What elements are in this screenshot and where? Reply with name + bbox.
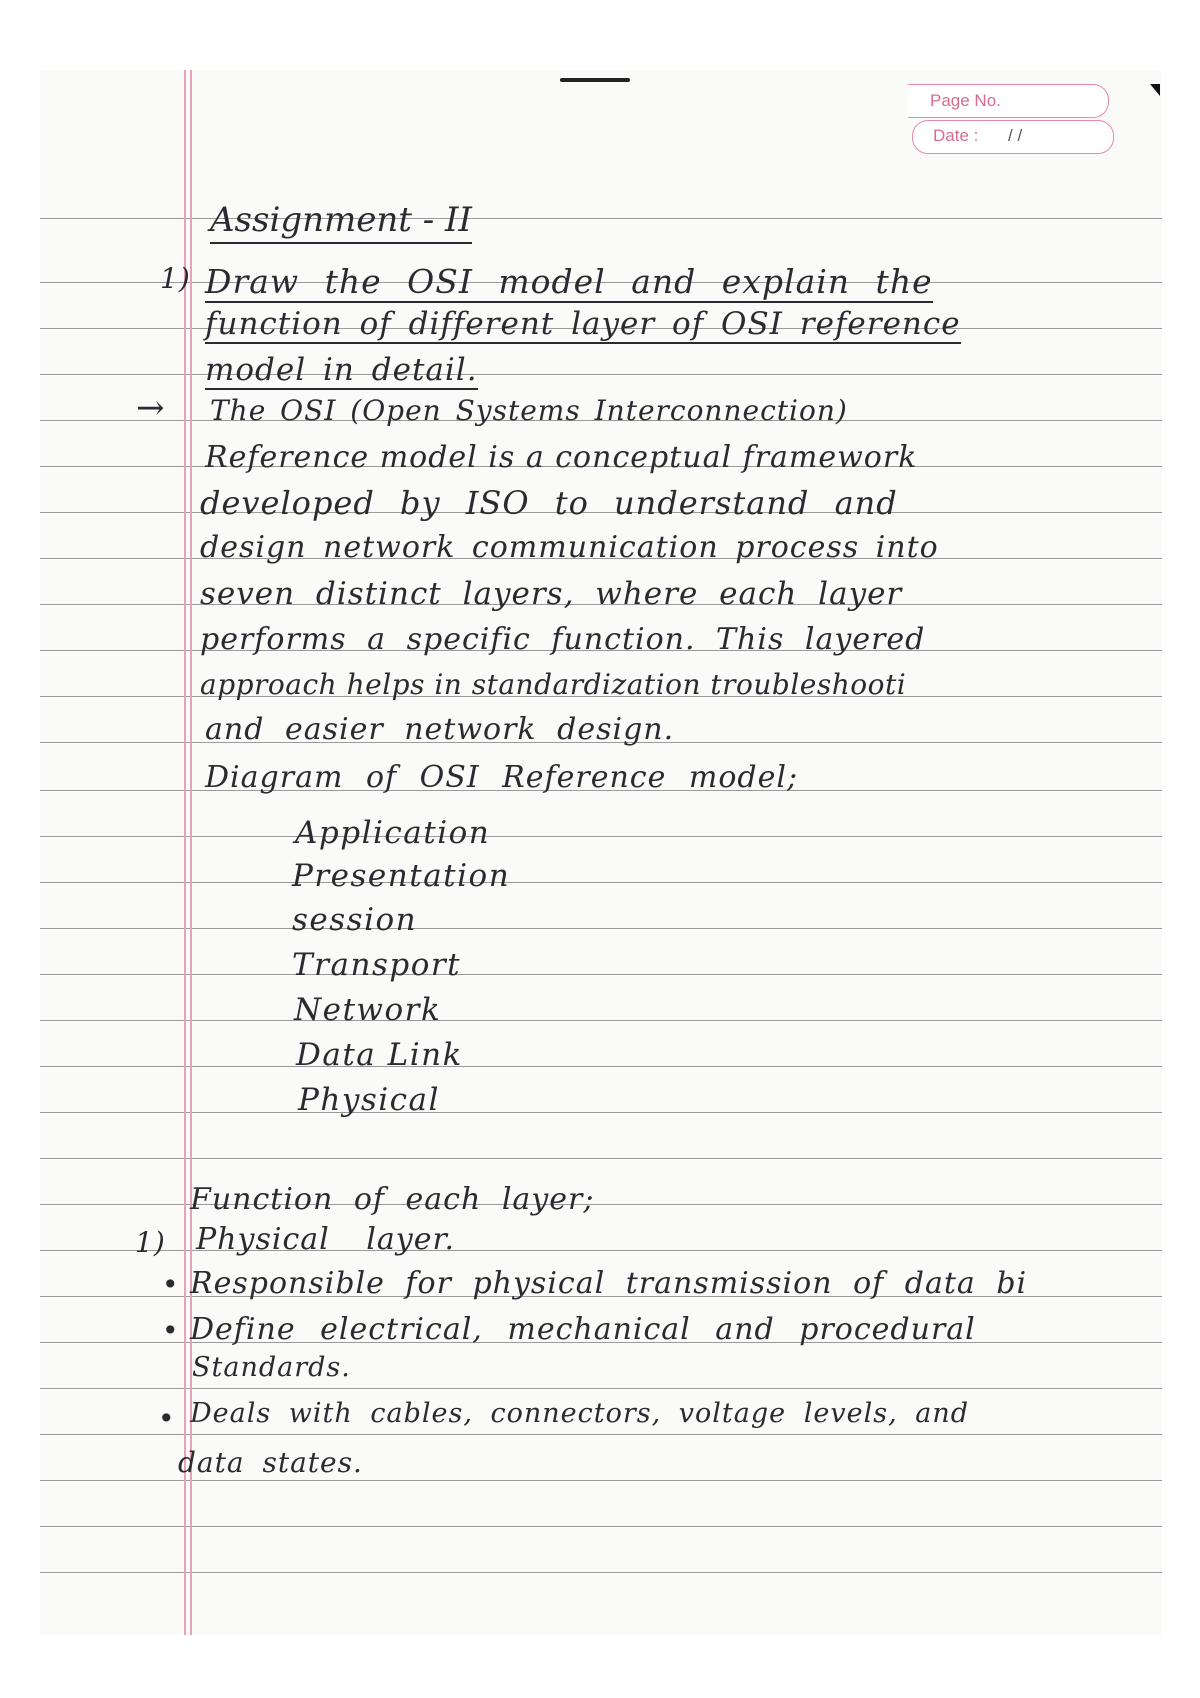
date-label: Date : xyxy=(933,126,979,145)
answer-line: The OSI (Open Systems Interconnection) xyxy=(210,394,848,427)
corner-mark xyxy=(1150,84,1160,96)
answer-line: performs a specific function. This layered xyxy=(200,622,926,657)
layer-number: 1) xyxy=(135,1226,166,1259)
date-value: / / xyxy=(1008,126,1023,145)
ruled-line xyxy=(40,882,1162,883)
ruled-line xyxy=(40,1020,1162,1021)
bullet-icon: • xyxy=(158,1402,176,1435)
answer-line: approach helps in standardization troubleshooti xyxy=(200,668,907,701)
answer-line: design network communication process into xyxy=(200,530,939,565)
function-line: data states. xyxy=(178,1446,363,1479)
date-field xyxy=(912,120,1114,154)
question-line: model in detail. xyxy=(205,352,478,388)
functions-heading: Function of each layer; xyxy=(190,1182,595,1217)
page-no-label: Page No. xyxy=(930,91,1001,110)
ruled-line xyxy=(40,1434,1162,1435)
answer-line: developed by ISO to understand and xyxy=(200,484,898,522)
bullet-icon: • xyxy=(162,1268,180,1301)
answer-line: seven distinct layers, where each layer xyxy=(200,576,903,612)
osi-layer-data-link: Data Link xyxy=(296,1037,463,1073)
ruled-line xyxy=(40,1112,1162,1113)
answer-line: Reference model is a conceptual framework xyxy=(205,440,918,475)
answer-line: and easier network design. xyxy=(205,712,675,747)
layer-title: Physical layer. xyxy=(196,1222,456,1257)
function-line: Standards. xyxy=(192,1352,351,1383)
page-date-box xyxy=(908,84,1116,156)
ruled-line xyxy=(40,928,1162,929)
margin-line-left xyxy=(184,70,186,1635)
osi-layer-session: session xyxy=(292,902,418,938)
diagram-heading: Diagram of OSI Reference model; xyxy=(205,760,799,795)
question-line: function of different layer of OSI reference xyxy=(205,306,961,342)
question-number: 1) xyxy=(160,262,191,295)
osi-layer-transport: Transport xyxy=(292,947,462,983)
ruled-line xyxy=(40,836,1162,837)
function-line: Define electrical, mechanical and procedural xyxy=(190,1312,976,1347)
ruled-line xyxy=(40,1572,1162,1573)
scan-mark xyxy=(560,78,630,82)
ruled-line xyxy=(40,1158,1162,1159)
question-line: Draw the OSI model and explain the xyxy=(205,262,933,301)
osi-layer-physical: Physical xyxy=(298,1082,440,1118)
page-title: Assignment - II xyxy=(210,200,472,244)
osi-layer-application: Application xyxy=(295,815,491,851)
ruled-line xyxy=(40,218,1162,219)
answer-arrow: → xyxy=(136,388,166,428)
ruled-line xyxy=(40,1526,1162,1527)
page-no-field xyxy=(908,84,1109,118)
osi-layer-presentation: Presentation xyxy=(292,858,511,894)
ruled-line xyxy=(40,1480,1162,1481)
bullet-icon: • xyxy=(162,1314,180,1347)
ruled-line xyxy=(40,1066,1162,1067)
ruled-line xyxy=(40,1388,1162,1389)
ruled-line xyxy=(40,974,1162,975)
function-line: Deals with cables, connectors, voltage levels, and xyxy=(190,1398,969,1429)
function-line: Responsible for physical transmission of data bi xyxy=(190,1266,1028,1301)
osi-layer-network: Network xyxy=(294,992,442,1028)
